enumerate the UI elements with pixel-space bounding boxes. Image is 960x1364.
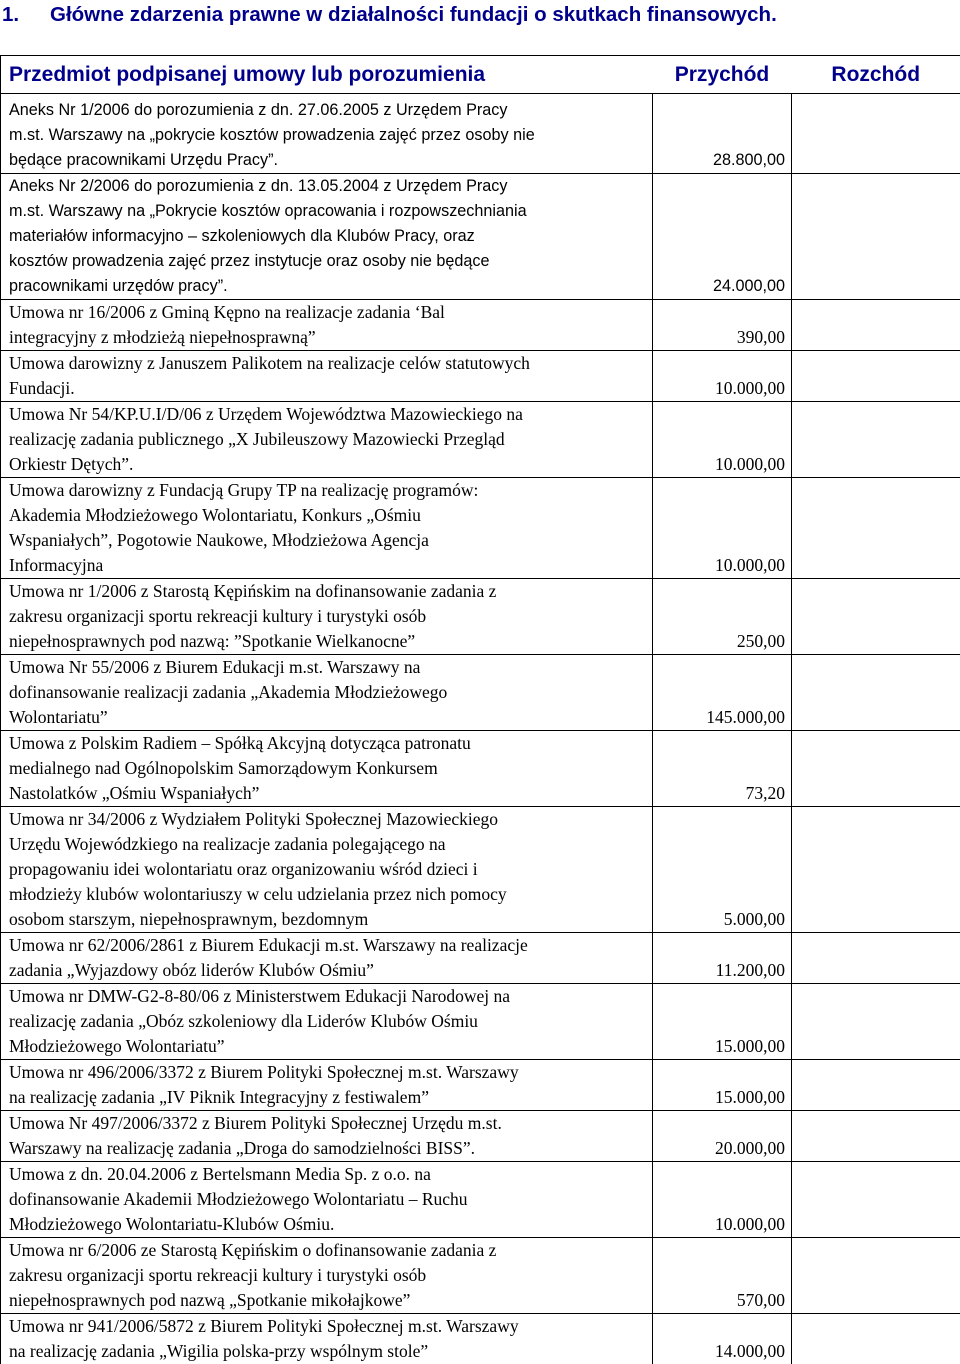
income-value: 570,00 — [736, 1290, 785, 1310]
table-row — [1, 933, 960, 984]
description-line: Nastolatków „Ośmiu Wspaniałych” — [9, 783, 260, 803]
income-value: 10.000,00 — [715, 454, 785, 474]
expense-amount — [792, 94, 960, 174]
table-row — [1, 1314, 960, 1364]
income-value: 10.000,00 — [715, 378, 785, 398]
income-value: 250,00 — [736, 631, 785, 651]
income-amount — [653, 300, 792, 351]
agreements-table — [0, 55, 960, 1364]
income-value: 15.000,00 — [715, 1087, 785, 1107]
agreement-description — [1, 1060, 653, 1111]
expense-amount — [792, 351, 960, 402]
description-line: Warszawy na realizację zadania „Droga do samodzielności BISS”. — [9, 1138, 476, 1158]
description-line: na realizację zadania „IV Piknik Integracyjny z festiwalem” — [9, 1087, 429, 1107]
income-amount — [653, 478, 792, 579]
description-line: Umowa z dn. 20.04.2006 z Bertelsmann Media Sp. z o.o. na — [9, 1164, 431, 1184]
description-line: Młodzieżowego Wolontariatu” — [9, 1036, 225, 1056]
description-line: materiałów informacyjno – szkoleniowych dla Klubów Pracy, oraz — [9, 227, 475, 245]
income-value: 14.000,00 — [715, 1341, 785, 1361]
description-line: Umowa nr DMW-G2-8-80/06 z Ministerstwem Edukacji Narodowej na — [9, 986, 511, 1006]
table-row — [1, 579, 960, 655]
agreement-description — [1, 402, 653, 478]
table-row — [1, 1111, 960, 1162]
description-line: Informacyjna — [9, 555, 104, 575]
table-row — [1, 1162, 960, 1238]
income-amount — [653, 933, 792, 984]
agreement-description — [1, 731, 653, 807]
description-line: młodzieży klubów wolontariuszy w celu udzielania przez nich pomocy — [9, 884, 507, 904]
expense-amount — [792, 1111, 960, 1162]
description-line: realizację zadania „Obóz szkoleniowy dla Liderów Klubów Ośmiu — [9, 1011, 478, 1031]
expense-amount — [792, 1314, 960, 1364]
description-line: niepełnosprawnych pod nazwą: ”Spotkanie Wielkanocne” — [9, 631, 416, 651]
agreement-description — [1, 807, 653, 933]
table-row — [1, 807, 960, 933]
agreement-description — [1, 579, 653, 655]
agreement-description — [1, 351, 653, 402]
description-line: Wolontariatu” — [9, 707, 108, 727]
description-line: kosztów prowadzenia zajęć przez instytucje oraz osoby nie będące — [9, 252, 490, 270]
table-row — [1, 300, 960, 351]
table-row — [1, 1238, 960, 1314]
agreement-description — [1, 478, 653, 579]
description-line: Akademia Młodzieżowego Wolontariatu, Konkurs „Ośmiu — [9, 505, 421, 525]
description-line: dofinansowanie Akademii Młodzieżowego Wolontariatu – Ruchu — [9, 1189, 468, 1209]
header-expense: Rozchód — [792, 56, 960, 94]
description-line: zakresu organizacji sportu rekreacji kultury i turystyki osób — [9, 1265, 427, 1285]
description-line: m.st. Warszawy na „pokrycie kosztów prowadzenia zajęć przez osoby nie — [9, 126, 535, 144]
income-amount — [653, 94, 792, 174]
table-row — [1, 1060, 960, 1111]
expense-amount — [792, 402, 960, 478]
income-value: 11.200,00 — [715, 960, 785, 980]
expense-amount — [792, 1060, 960, 1111]
description-line: Wspaniałych”, Pogotowie Naukowe, Młodzieżowa Agencja — [9, 530, 429, 550]
description-line: Umowa darowizny z Fundacją Grupy TP na realizację programów: — [9, 480, 479, 500]
income-value: 10.000,00 — [715, 555, 785, 575]
agreement-description — [1, 300, 653, 351]
income-amount — [653, 984, 792, 1060]
description-line: Orkiestr Dętych”. — [9, 454, 134, 474]
description-line: Umowa nr 16/2006 z Gminą Kępno na realizacje zadania ‘Bal — [9, 302, 445, 322]
income-value: 28.800,00 — [712, 151, 785, 169]
income-amount — [653, 174, 792, 300]
description-line: Aneks Nr 2/2006 do porozumienia z dn. 13.05.2004 z Urzędem Pracy — [9, 177, 508, 195]
income-amount — [653, 1238, 792, 1314]
income-value: 10.000,00 — [715, 1214, 785, 1234]
income-amount — [653, 655, 792, 731]
expense-amount — [792, 807, 960, 933]
table-row — [1, 731, 960, 807]
income-amount — [653, 1111, 792, 1162]
income-amount — [653, 1314, 792, 1364]
header-subject: Przedmiot podpisanej umowy lub porozumienia — [1, 56, 653, 94]
description-line: Aneks Nr 1/2006 do porozumienia z dn. 27.06.2005 z Urzędem Pracy — [9, 101, 508, 119]
description-line: zadania „Wyjazdowy obóz liderów Klubów Ośmiu” — [9, 960, 374, 980]
description-line: medialnego nad Ogólnopolskim Samorządowym Konkursem — [9, 758, 438, 778]
expense-amount — [792, 579, 960, 655]
agreement-description — [1, 933, 653, 984]
expense-amount — [792, 300, 960, 351]
agreement-description — [1, 1111, 653, 1162]
description-line: osobom starszym, niepełnosprawnym, bezdomnym — [9, 909, 369, 929]
description-line: będące pracownikami Urzędu Pracy”. — [9, 151, 279, 169]
agreement-description — [1, 1238, 653, 1314]
description-line: realizację zadania publicznego „X Jubileuszowy Mazowiecki Przegląd — [9, 429, 505, 449]
income-value: 390,00 — [736, 327, 785, 347]
table-header-row — [1, 56, 960, 94]
description-line: pracownikami urzędów pracy”. — [9, 277, 228, 295]
description-line: Umowa nr 34/2006 z Wydziałem Polityki Społecznej Mazowieckiego — [9, 809, 498, 829]
income-amount — [653, 351, 792, 402]
description-line: niepełnosprawnych pod nazwą „Spotkanie mikołajkowe” — [9, 1290, 411, 1310]
table-body — [1, 94, 960, 1364]
income-value: 15.000,00 — [715, 1036, 785, 1056]
section-heading — [0, 0, 960, 30]
description-line: zakresu organizacji sportu rekreacji kultury i turystyki osób — [9, 606, 427, 626]
income-amount — [653, 807, 792, 933]
agreement-description — [1, 1314, 653, 1364]
expense-amount — [792, 731, 960, 807]
agreement-description — [1, 984, 653, 1060]
table-row — [1, 351, 960, 402]
table-row — [1, 174, 960, 300]
expense-amount — [792, 1238, 960, 1314]
expense-amount — [792, 933, 960, 984]
income-amount — [653, 402, 792, 478]
table-row — [1, 402, 960, 478]
description-line: Umowa nr 62/2006/2861 z Biurem Edukacji m.st. Warszawy na realizacje — [9, 935, 528, 955]
table-row — [1, 94, 960, 174]
header-income: Przychód — [653, 56, 792, 94]
description-line: Umowa nr 6/2006 ze Starostą Kępińskim o dofinansowanie zadania z — [9, 1240, 497, 1260]
expense-amount — [792, 174, 960, 300]
agreement-description — [1, 1162, 653, 1238]
income-amount — [653, 1162, 792, 1238]
table-row — [1, 478, 960, 579]
description-line: Młodzieżowego Wolontariatu-Klubów Ośmiu. — [9, 1214, 335, 1234]
table-row — [1, 655, 960, 731]
agreement-description — [1, 94, 653, 174]
income-value: 20.000,00 — [715, 1138, 785, 1158]
description-line: Fundacji. — [9, 378, 75, 398]
income-value: 145.000,00 — [706, 707, 785, 727]
income-amount — [653, 1060, 792, 1111]
income-amount — [653, 731, 792, 807]
description-line: Umowa Nr 55/2006 z Biurem Edukacji m.st. Warszawy na — [9, 657, 421, 677]
description-line: na realizację zadania „Wigilia polska-przy wspólnym stole” — [9, 1341, 429, 1361]
description-line: Umowa nr 941/2006/5872 z Biurem Polityki Społecznej m.st. Warszawy — [9, 1316, 519, 1336]
income-value: 73,20 — [745, 783, 785, 803]
income-value: 5.000,00 — [723, 909, 785, 929]
expense-amount — [792, 478, 960, 579]
agreement-description — [1, 655, 653, 731]
description-line: Umowa z Polskim Radiem – Spółką Akcyjną dotycząca patronatu — [9, 733, 471, 753]
agreement-description — [1, 174, 653, 300]
description-line: Umowa nr 496/2006/3372 z Biurem Polityki Społecznej m.st. Warszawy — [9, 1062, 519, 1082]
income-value: 24.000,00 — [712, 277, 785, 295]
expense-amount — [792, 984, 960, 1060]
description-line: integracyjny z młodzieżą niepełnosprawną” — [9, 327, 316, 347]
description-line: Umowa Nr 54/KP.U.I/D/06 z Urzędem Województwa Mazowieckiego na — [9, 404, 523, 424]
section-title: Główne zdarzenia prawne w działalności fundacji o skutkach finansowych. — [50, 3, 777, 26]
description-line: propagowaniu idei wolontariatu oraz organizowaniu wśród dzieci i — [9, 859, 478, 879]
table-row — [1, 984, 960, 1060]
income-amount — [653, 579, 792, 655]
expense-amount — [792, 655, 960, 731]
description-line: dofinansowanie realizacji zadania „Akademia Młodzieżowego — [9, 682, 448, 702]
description-line: Umowa darowizny z Januszem Palikotem na realizacje celów statutowych — [9, 353, 530, 373]
description-line: Umowa Nr 497/2006/3372 z Biurem Polityki Społecznej Urzędu m.st. — [9, 1113, 502, 1133]
section-number: 1. — [2, 3, 20, 26]
description-line: Umowa nr 1/2006 z Starostą Kępińskim na dofinansowanie zadania z — [9, 581, 497, 601]
description-line: Urzędu Wojewódzkiego na realizacje zadania polegającego na — [9, 834, 446, 854]
expense-amount — [792, 1162, 960, 1238]
description-line: m.st. Warszawy na „Pokrycie kosztów opracowania i rozpowszechniania — [9, 202, 527, 220]
